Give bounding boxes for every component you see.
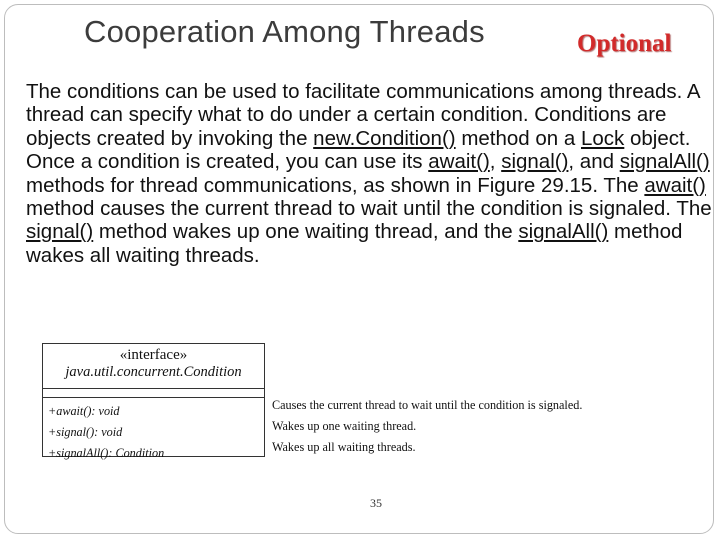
paragraph-text: methods for thread communications, as shown in Figure 29.15. The <box>26 173 645 197</box>
operation-description: Wakes up all waiting threads. <box>272 440 416 454</box>
paragraph-text: method causes the current thread to wait until the condition is signaled. The <box>26 197 712 221</box>
uml-header <box>43 344 264 389</box>
uml-descriptions <box>272 395 582 458</box>
uml-attributes-compartment <box>43 389 264 398</box>
uml-class-name: java.util.concurrent.Condition <box>65 364 242 380</box>
code-signal: signal() <box>501 150 569 174</box>
code-new-condition: new.Condition() <box>313 126 456 150</box>
uml-operation: +await(): void <box>48 404 120 418</box>
page-number: 35 <box>370 496 382 510</box>
uml-stereotype: «interface» <box>119 347 188 363</box>
paragraph-text: object. Once a condition is created, you can use its <box>26 126 691 174</box>
slide-title: Cooperation Among Threads <box>84 14 485 49</box>
uml-class-diagram <box>42 343 265 460</box>
operation-description: Causes the current thread to wait until the condition is signaled. <box>272 398 583 412</box>
code-await: await() <box>644 173 706 197</box>
code-signal: signal() <box>26 220 94 244</box>
code-lock: Lock <box>581 126 625 150</box>
optional-badge: Optional <box>577 30 672 57</box>
uml-operations <box>43 398 264 464</box>
paragraph-text: method wakes up one waiting thread, and the <box>93 220 519 244</box>
code-await: await() <box>428 150 490 174</box>
paragraph-text: method wakes all waiting threads. <box>26 220 683 267</box>
paragraph-text: , <box>489 150 502 174</box>
uml-operation: +signal(): void <box>48 425 123 439</box>
operation-description: Wakes up one waiting thread. <box>272 419 417 433</box>
body-paragraph <box>26 80 716 267</box>
paragraph-text: , and <box>568 150 620 174</box>
uml-operation: +signalAll(): Condition <box>48 446 165 460</box>
paragraph-text: method on a <box>455 126 581 150</box>
paragraph-text: The conditions can be used to facilitate communications among threads. A thread can specify what to do under a certain condition. Conditions are objects created by invoking the <box>26 80 700 150</box>
code-signal-all: signalAll() <box>518 220 609 244</box>
code-signal-all: signalAll() <box>619 150 710 174</box>
